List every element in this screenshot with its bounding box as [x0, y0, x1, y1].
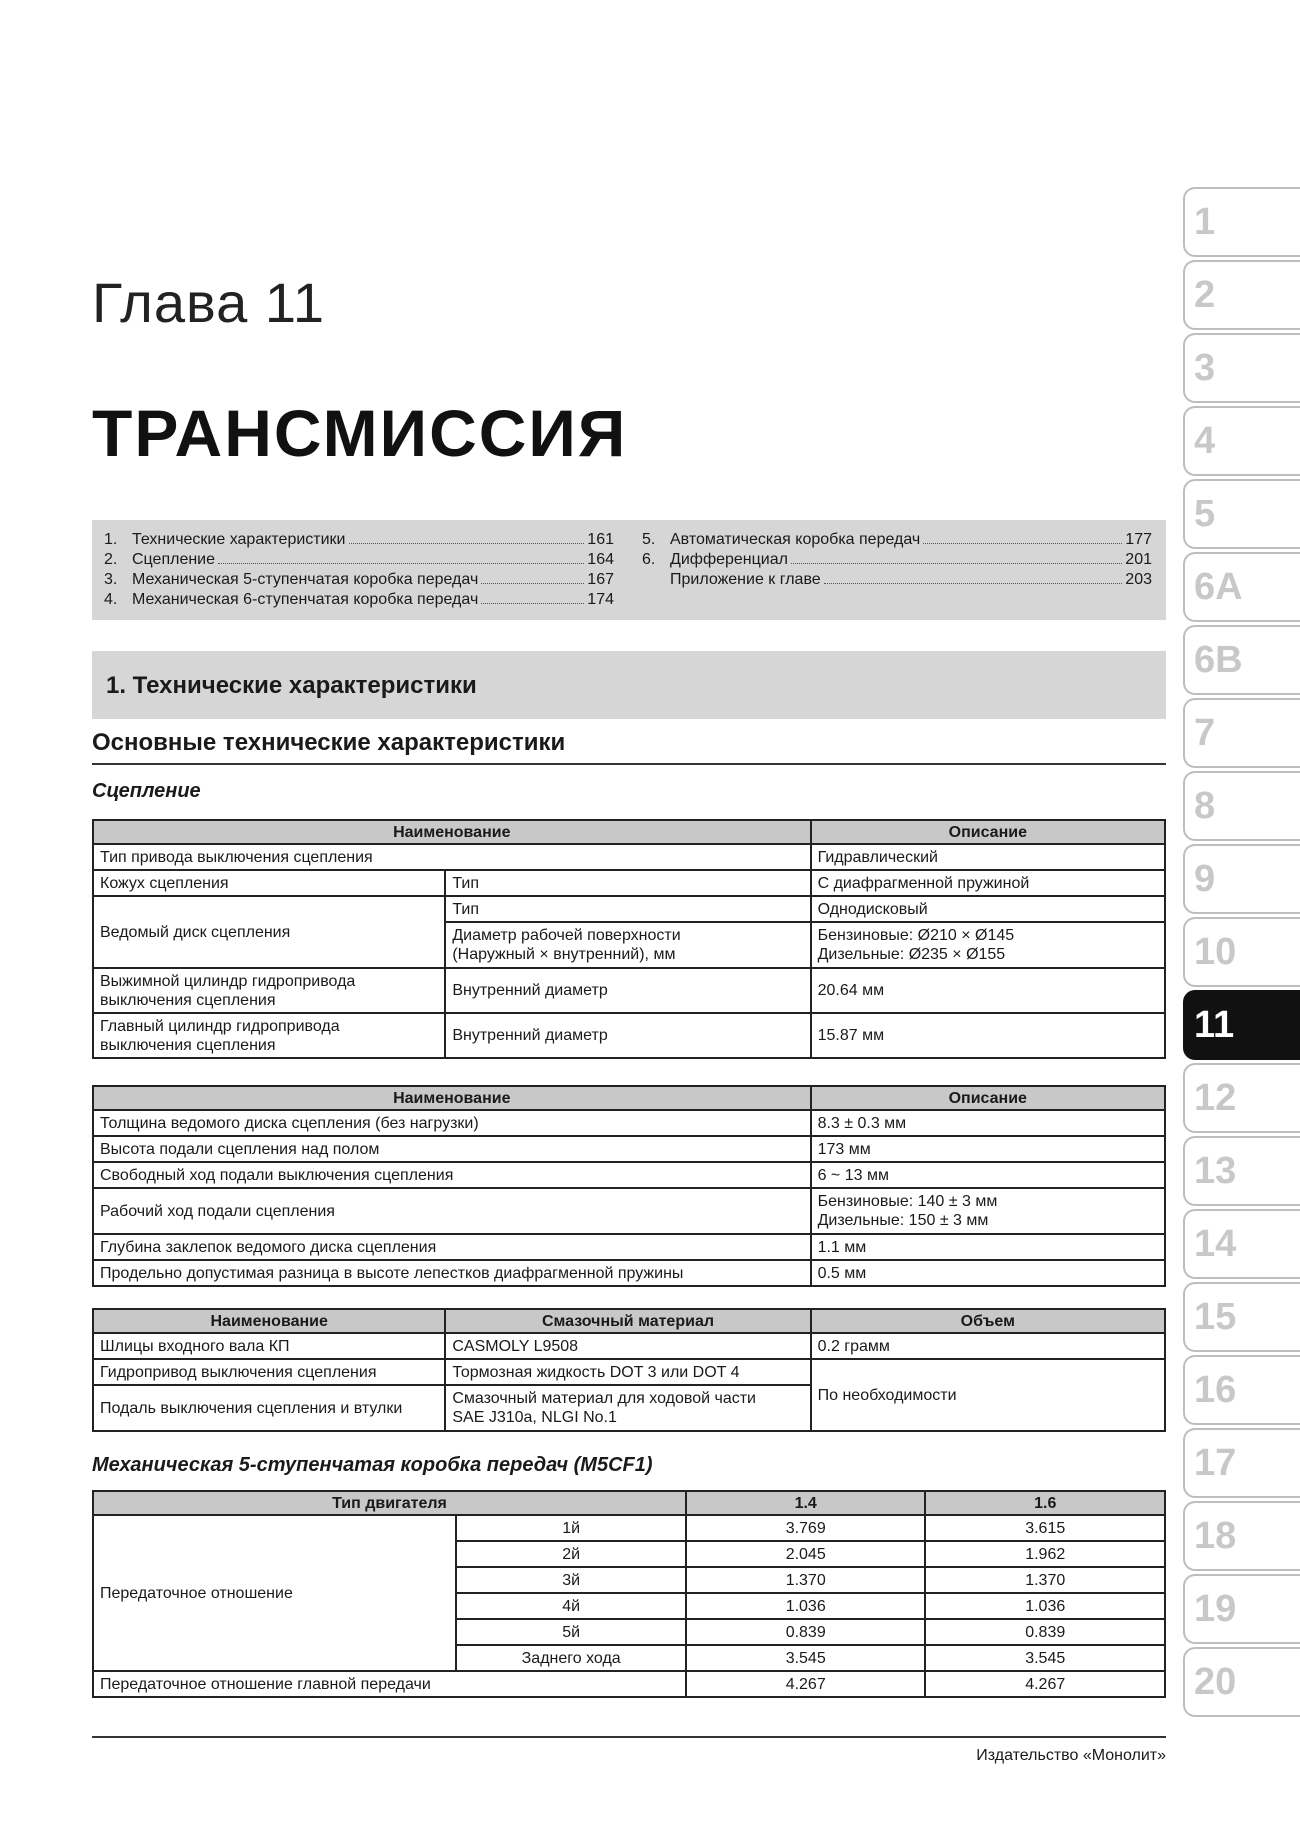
table-cell: 1.036 — [686, 1593, 926, 1619]
table-cell: 2.045 — [686, 1541, 926, 1567]
clutch-lubrication-table — [92, 1308, 1166, 1432]
chapter-tab[interactable]: 17 — [1183, 1428, 1300, 1498]
contents-right-column — [642, 530, 1152, 590]
table-cell: 0.839 — [686, 1619, 926, 1645]
contents-entry[interactable]: 1. Технические характеристики 161 — [104, 531, 614, 548]
table-cell: Выжимной цилиндр гидропривода выключения сцепления — [93, 968, 445, 1013]
chapter-tab-active[interactable]: 11 — [1183, 990, 1300, 1060]
table-cell: Внутренний диаметр — [445, 968, 810, 1013]
table-cell: 1.962 — [925, 1541, 1165, 1567]
column-header: 1.6 — [925, 1491, 1165, 1515]
contents-left-column — [104, 530, 614, 610]
column-header: Смазочный материал — [445, 1309, 810, 1333]
table-cell: 8.3 ± 0.3 мм — [811, 1110, 1165, 1136]
table-cell: 6 ~ 13 мм — [811, 1162, 1165, 1188]
table-cell: 3.545 — [925, 1645, 1165, 1671]
table-cell: Главный цилиндр гидропривода выключения сцепления — [93, 1013, 445, 1058]
column-header: Объем — [811, 1309, 1165, 1333]
gearbox-heading: Механическая 5-ступенчатая коробка передач (M5CF1) — [92, 1454, 653, 1476]
chapter-tab[interactable]: 16 — [1183, 1355, 1300, 1425]
column-header: Наименование — [93, 820, 811, 844]
chapter-tab[interactable]: 14 — [1183, 1209, 1300, 1279]
table-cell: 15.87 мм — [811, 1013, 1165, 1058]
table-cell: 1.370 — [686, 1567, 926, 1593]
chapter-title: ТРАНСМИССИЯ — [92, 396, 628, 470]
chapter-tab[interactable]: 4 — [1183, 406, 1300, 476]
table-cell: 20.64 мм — [811, 968, 1165, 1013]
table-cell: 1.036 — [925, 1593, 1165, 1619]
table-cell: Ведомый диск сцепления — [93, 896, 445, 968]
column-header: Наименование — [93, 1086, 811, 1110]
table-cell: Рабочий ход подали сцепления — [93, 1188, 811, 1234]
table-cell: Тип привода выключения сцепления — [93, 844, 811, 870]
publisher-name: Издательство «Монолит» — [976, 1747, 1166, 1764]
table-cell: 3й — [456, 1567, 686, 1593]
table-cell: Высота подали сцепления над полом — [93, 1136, 811, 1162]
table-cell: 5й — [456, 1619, 686, 1645]
table-cell: 173 мм — [811, 1136, 1165, 1162]
chapter-tab[interactable]: 3 — [1183, 333, 1300, 403]
contents-entry[interactable]: 2. Сцепление 164 — [104, 551, 614, 568]
chapter-tab[interactable]: 10 — [1183, 917, 1300, 987]
table-cell: 3.615 — [925, 1515, 1165, 1541]
table-cell: 1й — [456, 1515, 686, 1541]
table-cell: Внутренний диаметр — [445, 1013, 810, 1058]
table-cell: Подаль выключения сцепления и втулки — [93, 1385, 445, 1431]
contents-entry[interactable]: 5. Автоматическая коробка передач 177 — [642, 531, 1152, 548]
chapter-tab[interactable]: 12 — [1183, 1063, 1300, 1133]
table-cell: CASMOLY L9508 — [445, 1333, 810, 1359]
column-header: 1.4 — [686, 1491, 926, 1515]
clutch-adjustment-table — [92, 1085, 1166, 1287]
clutch-heading: Сцепление — [92, 780, 201, 802]
table-cell: Бензиновые: Ø210 × Ø145 Дизельные: Ø235 × Ø155 — [811, 922, 1165, 968]
table-cell: 4.267 — [925, 1671, 1165, 1697]
chapter-tab[interactable]: 6B — [1183, 625, 1300, 695]
chapter-tab[interactable]: 5 — [1183, 479, 1300, 549]
gear-ratio-table — [92, 1490, 1166, 1698]
clutch-spec-table — [92, 819, 1166, 1059]
table-cell: Гидравлический — [811, 844, 1165, 870]
chapter-tab[interactable]: 7 — [1183, 698, 1300, 768]
section-header — [92, 651, 1166, 719]
table-cell: 3.769 — [686, 1515, 926, 1541]
table-cell: 1.370 — [925, 1567, 1165, 1593]
table-cell: 3.545 — [686, 1645, 926, 1671]
table-cell: Тип — [445, 870, 810, 896]
table-cell: Диаметр рабочей поверхности (Наружный × внутренний), мм — [445, 922, 810, 968]
contents-entry[interactable]: 3. Механическая 5-ступенчатая коробка передач 167 — [104, 571, 614, 588]
chapter-tab[interactable]: 8 — [1183, 771, 1300, 841]
table-cell: Свободный ход подали выключения сцепления — [93, 1162, 811, 1188]
table-cell: 4.267 — [686, 1671, 926, 1697]
table-cell: Передаточное отношение главной передачи — [93, 1671, 686, 1697]
table-cell: Толщина ведомого диска сцепления (без нагрузки) — [93, 1110, 811, 1136]
table-cell: 0.2 грамм — [811, 1333, 1165, 1359]
table-cell: Бензиновые: 140 ± 3 мм Дизельные: 150 ± 3 мм — [811, 1188, 1165, 1234]
footer-divider — [92, 1736, 1166, 1738]
contents-entry[interactable]: Приложение к главе 203 — [670, 571, 1152, 588]
table-cell: 2й — [456, 1541, 686, 1567]
chapter-tab[interactable]: 13 — [1183, 1136, 1300, 1206]
column-header: Тип двигателя — [93, 1491, 686, 1515]
contents-entry[interactable]: 6. Дифференциал 201 — [642, 551, 1152, 568]
chapter-tab[interactable]: 15 — [1183, 1282, 1300, 1352]
chapter-tab[interactable]: 20 — [1183, 1647, 1300, 1717]
chapter-tab[interactable]: 1 — [1183, 187, 1300, 257]
chapter-label: Глава 11 — [92, 271, 325, 334]
table-cell: Гидропривод выключения сцепления — [93, 1359, 445, 1385]
chapter-tab[interactable]: 18 — [1183, 1501, 1300, 1571]
table-cell: Передаточное отношение — [93, 1515, 456, 1671]
table-cell: Шлицы входного вала КП — [93, 1333, 445, 1359]
table-cell: 1.1 мм — [811, 1234, 1165, 1260]
subsection-heading: Основные технические характеристики — [92, 729, 1166, 765]
column-header: Описание — [811, 820, 1165, 844]
chapter-contents — [92, 520, 1166, 620]
table-cell: Смазочный материал для ходовой части SAE J310a, NLGI No.1 — [445, 1385, 810, 1431]
contents-entry[interactable]: 4. Механическая 6-ступенчатая коробка передач 174 — [104, 591, 614, 608]
table-cell: Тип — [445, 896, 810, 922]
column-header: Описание — [811, 1086, 1165, 1110]
table-cell: Продельно допустимая разница в высоте лепестков диафрагменной пружины — [93, 1260, 811, 1286]
table-cell: 0.839 — [925, 1619, 1165, 1645]
column-header: Наименование — [93, 1309, 445, 1333]
chapter-tab[interactable]: 19 — [1183, 1574, 1300, 1644]
table-cell: Однодисковый — [811, 896, 1165, 922]
table-cell: Тормозная жидкость DOT 3 или DOT 4 — [445, 1359, 810, 1385]
chapter-tab[interactable]: 9 — [1183, 844, 1300, 914]
section-title: 1. Технические характеристики — [106, 672, 477, 699]
table-cell: Глубина заклепок ведомого диска сцепления — [93, 1234, 811, 1260]
table-cell: С диафрагменной пружиной — [811, 870, 1165, 896]
table-cell: 4й — [456, 1593, 686, 1619]
chapter-tab[interactable]: 6A — [1183, 552, 1300, 622]
table-cell: 0.5 мм — [811, 1260, 1165, 1286]
table-cell: По необходимости — [811, 1359, 1165, 1431]
chapter-tab[interactable]: 2 — [1183, 260, 1300, 330]
table-cell: Заднего хода — [456, 1645, 686, 1671]
table-cell: Кожух сцепления — [93, 870, 445, 896]
